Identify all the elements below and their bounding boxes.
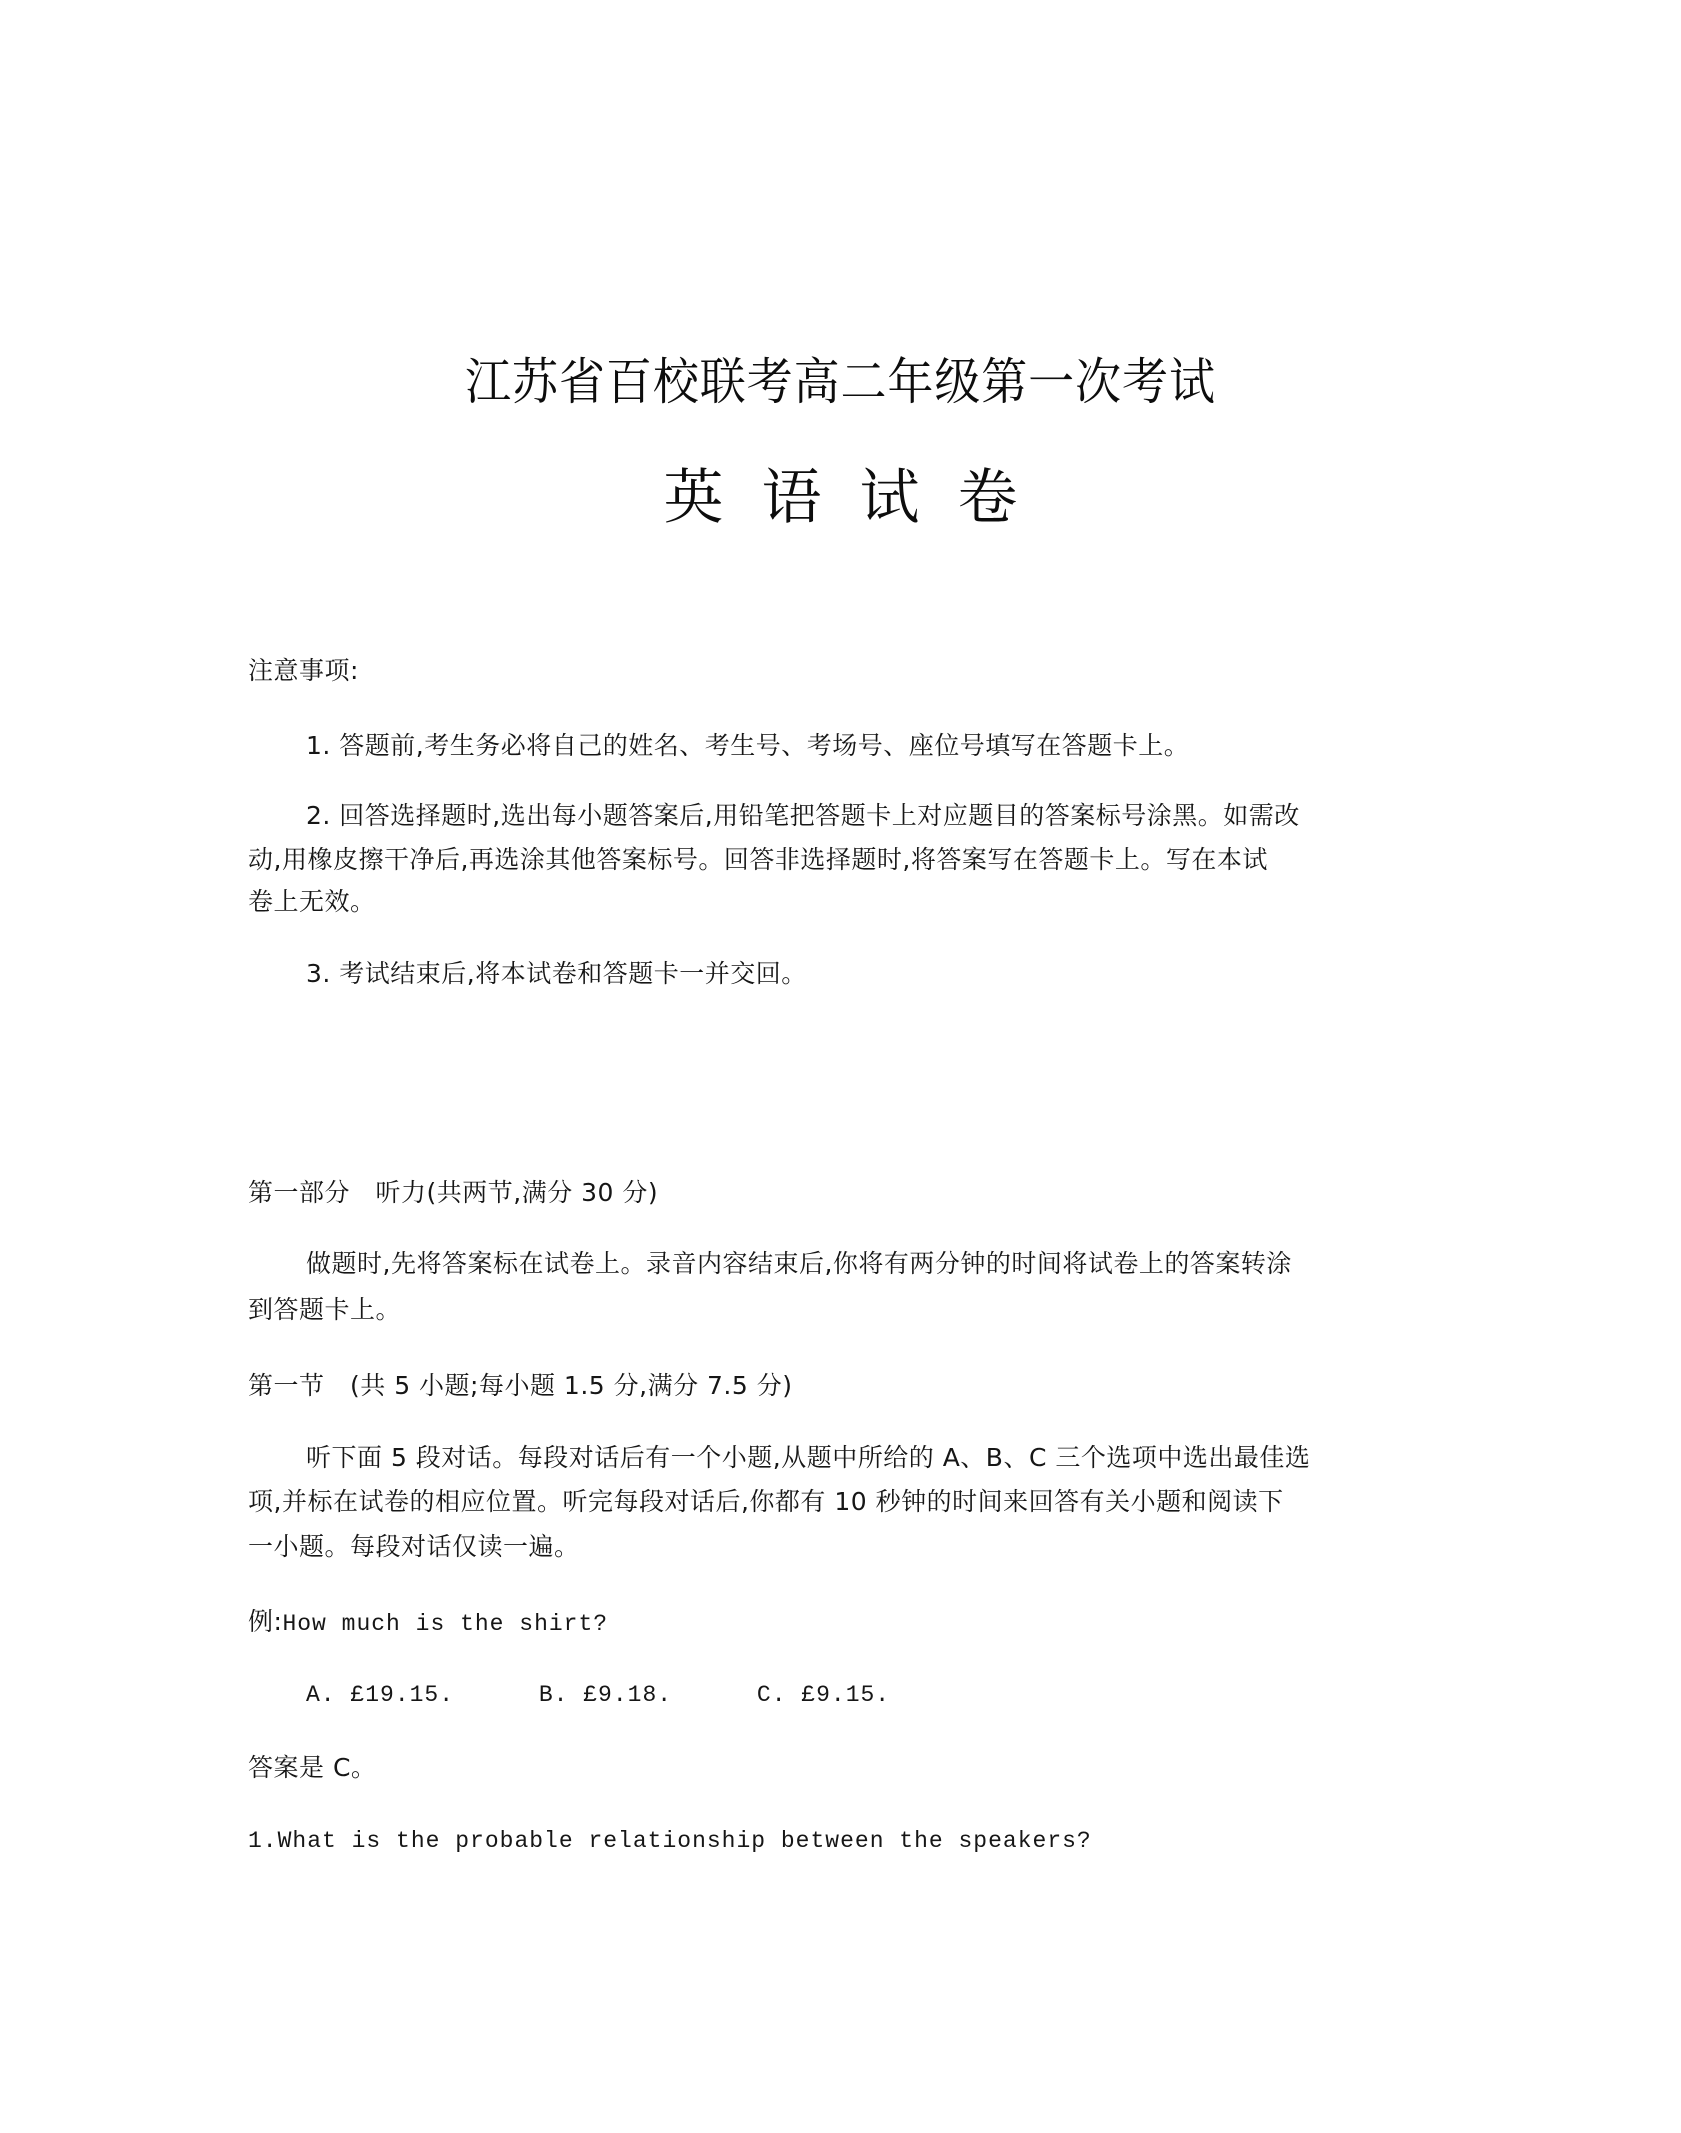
example-question-text: How much is the shirt? [282,1611,609,1637]
section1-instructions-line-2: 项,并标在试卷的相应位置。听完每段对话后,你都有 10 秒钟的时间来回答有关小题和阅读下 [248,1487,1284,1516]
notice-heading: 注意事项: [248,656,359,685]
exam-title: 江苏省百校联考高二年级第一次考试 [465,353,1216,411]
example-options [306,1680,890,1710]
example-label: 例: [248,1607,283,1636]
part1-instructions-line-1: 做题时,先将答案标在试卷上。录音内容结束后,你将有两分钟的时间将试卷上的答案转涂 [306,1249,1292,1278]
part1-heading: 第一部分 听力(共两节,满分 30 分) [248,1178,659,1207]
section1-instructions-line-1: 听下面 5 段对话。每段对话后有一个小题,从题中所给的 A、B、C 三个选项中选出最佳选 [306,1443,1311,1472]
example-answer: 答案是 C。 [248,1753,377,1782]
example-question [248,1607,608,1639]
example-option-a: A. £19.15. [306,1682,455,1708]
example-option-b: B. £9.18. [538,1682,673,1708]
example-option-c: C. £9.15. [756,1682,891,1708]
notice-item-3: 3. 考试结束后,将本试卷和答题卡一并交回。 [306,959,807,988]
section1-heading: 第一节 (共 5 小题;每小题 1.5 分,满分 7.5 分) [248,1371,793,1400]
notice-item-2-line-1: 2. 回答选择题时,选出每小题答案后,用铅笔把答题卡上对应题目的答案标号涂黑。如需改 [306,801,1300,830]
notice-item-2-line-2: 动,用橡皮擦干净后,再选涂其他答案标号。回答非选择题时,将答案写在答题卡上。写在本试 [248,845,1268,874]
part1-instructions-line-2: 到答题卡上。 [248,1295,402,1324]
notice-item-2-line-3: 卷上无效。 [248,887,376,916]
notice-item-1: 1. 答题前,考生务必将自己的姓名、考生号、考场号、座位号填写在答题卡上。 [306,731,1190,760]
exam-subtitle: 英语试卷 [663,463,1056,533]
question-1: 1.What is the probable relationship between the speakers? [248,1828,1092,1854]
section1-instructions-line-3: 一小题。每段对话仅读一遍。 [248,1532,580,1561]
